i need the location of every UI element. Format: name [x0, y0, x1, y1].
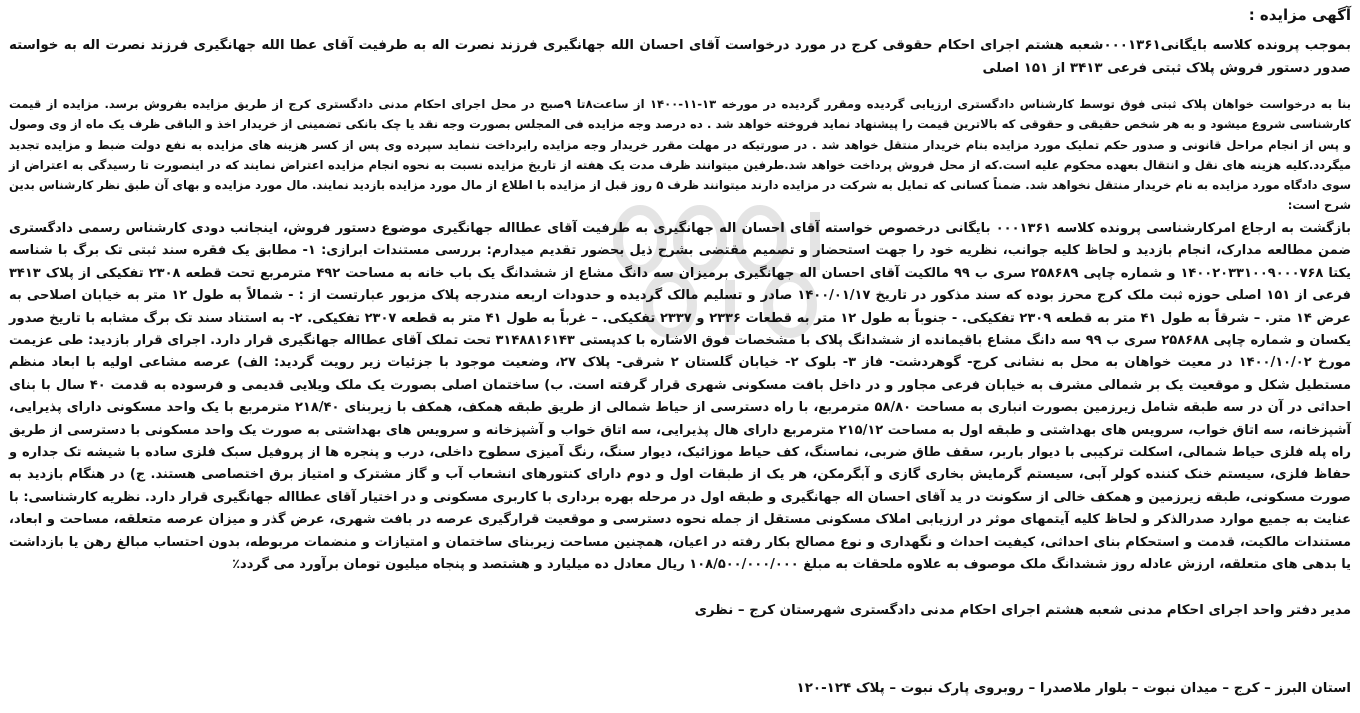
notice-intro-paragraph: بموجب پرونده کلاسه بایگانی۰۰۰۱۳۶۱شعبه هشتم اجرای احکام حقوقی کرج در مورد درخواست آقای احسان الله جهانگیری فرزند نصرت اله به طرفیت آقای عطا الله جهانگیری فرزند نصرت اله به خواسته صدور دستور فروش پلاک ثبتی فرعی ۳۴۱۳ از ۱۵۱ اصلی [9, 38, 1351, 76]
expert-report-paragraph: بازگشت به ارجاع امرکارشناسی پرونده کلاسه ۰۰۰۱۳۶۱ بایگانی درخصوص خواسته آقای احسان اله جهانگیری به طرفیت آقای عطااله جهانگیری موضوع دستور فروش، اینجانب دودی کارشناس رسمی دادگستری ضمن مطالعه مدارک، انجام بازدید و لحاظ کلیه جوانب، نظریه خود را جهت استحضار و تصمیم مقتضی بشرح ذیل بحضور تقدیم میدارم: بررسی مستندات ابرازی: ۱- مطابق یک فقره سند ثبتی تک برگ با شناسه یکتا ۱۴۰۰۲۰۳۳۱۰۰۹۰۰۰۷۶۸ و شماره چاپی ۲۵۸۶۸۹ سری ب ۹۹ مالکیت آقای احسان اله جهانگیری برمیزان سه دانگ مشاع از ششدانگ یک باب خانه به مساحت ۴۹۲ مترمربع تحت قطعه ۲۳۰۸ تفکیکی از پلاک ۳۴۱۳ فرعی از ۱۵۱ اصلی حوزه ثبت ملک کرج محرز بوده که سند مذکور در تاریخ ۱۴۰۰/۰۱/۱۷ صادر و تسلیم مالک گردیده و حدودات اربعه مندرجه پلاک مزبور عبارتست از : - شمالاً به طول ۱۲ متر به خیابان اصلاحی به عرض ۱۴ متر. – شرقاً به طول ۴۱ متر به قطعه ۲۳۰۹ تفکیکی. - جنوباً به طول ۱۲ متر به قطعات ۲۳۳۶ و ۲۳۳۷ تفکیکی. – غرباً به طول ۴۱ متر به قطعه ۲۳۰۷ تفکیکی. ۲- به استناد سند تک برگ مشابه با تاریخ صدور یکسان و شماره چاپی ۲۵۸۶۸۸ سری ب ۹۹ سه دانگ مشاع باقیمانده از ششدانگ پلاک با مشخصات فوق الاشاره با کدپستی ۳۱۴۸۸۱۶۱۴۳ تحت تملک آقای عطااله جهانگیری قرار دارد. اجرای قرار بازدید: طی عزیمت مورخ ۱۴۰۰/۱۰/۰۲ در معیت خواهان به محل به نشانی کرج- گوهردشت- فاز ۳- بلوک ۲- خیابان گلستان ۲ شرقی- پلاک ۲۷، وضعیت موجود با جزئیات زیر رویت گردید: الف) عرصه مشاعی اولیه با ابعاد منظم مستطیل شکل و موقعیت یک بر شمالی مشرف به خیابان فرعی مجاور و در داخل بافت مسکونی شهری قرار گرفته است. ب) ساختمان اصلی بصورت یک ملک ویلایی قدیمی و فرسوده به قدمت ۴۰ سال با بنای احداثی در آن در سه طبقه شامل زیرزمین بصورت انباری به مساحت ۵۸/۸۰ مترمربع، با راه دسترسی از حیاط شمالی از طریق طبقه همکف، همکف با زیربنای ۲۱۸/۴۰ مترمربع با یک واحد مسکونی دارای پذیرایی، آشپزخانه، سه اتاق خواب، سرویس های بهداشتی و طبقه اول به مساحت ۲۱۵/۱۲ مترمربع دارای هال پذیرایی، سه اتاق خواب و آشپزخانه و سرویس های بهداشتی به صورت یک واحد مسکونی با دسترسی از طریق راه پله فلزی حیاط شمالی، اسکلت ترکیبی با دیوار باربر، سقف طاق ضربی، نماسنگ، کف حیاط موزائیک، دیوار سنگ، رنگ آمیزی سطوح داخلی، درب و پنجره ها از پروفیل سبک فلزی ساده با شیشه تک جداره و حفاظ فلزی، سیستم خنک کننده کولر آبی، سیستم گرمایش بخاری گازی و آبگرمکن، هر یک از طبقات اول و دوم دارای کنتورهای انشعاب آب و گاز مشترک و امتیاز برق اختصاصی هستند. ج) در هنگام بازدید به صورت مسکونی، طبقه زیرزمین و همکف خالی از سکونت در ید آقای احسان اله جهانگیری و طبقه اول در مرحله بهره برداری با کاربری مسکونی و در اختیار آقای عطااله جهانگیری قرار دارد. نظریه کارشناسی: با عنایت به جمیع موارد صدرالذکر و لحاظ کلیه آیتمهای موثر در ارزیابی املاک مسکونی مستقل از جمله نحوه دسترسی و موقعیت قرارگیری عرصه در بافت شهری، عرض گذر و میزان عرصه متعلقه، مساحت و ابعاد، مستندات مالکیت، قدمت و استحکام بنای احداثی، کیفیت احداث و نگهداری و نوع مصالح بکار رفته در اعیان، همچنین مساحت زیربنای ساختمان و امتیازات و منضمات مربوطه، بدون احتساب مبالغ رهن یا بازداشت یا بدهی های متعلقه، ارزش عادله روز ششدانگ ملک موصوف به علاوه ملحقات به مبلغ ۱۰۸/۵۰۰/۰۰۰/۰۰۰ ریال معادل ده میلیارد و هشتصد و پنجاه میلیون تومان برآورد می گردد٪ [9, 221, 1352, 573]
signature-line: مدیر دفتر واحد اجرای احکام مدنی شعبه هشتم اجرای احکام مدنی دادگستری شهرستان کرج – نظری [694, 603, 1351, 618]
auction-terms-paragraph: بنا به درخواست خواهان پلاک ثبتی فوق توسط کارشناس دادگستری ارزیابی گردیده ومقرر گردیده در مورخه ۱۳-۱۱-۱۴۰۰ از ساعت۸تا ۹صبح در محل اجرای احکام مدنی دادگستری کرج از طریق مزایده بفروش برسد. مزایده از قیمت کارشناسی شروع میشود و به هر شخص حقیقی و حقوقی که بالاترین قیمت را پیشنهاد نماید فروخته خواهد شد . ده درصد وجه مزایده فی المجلس بصورت وجه نقد یا چک بانکی تضمینی از خریدار اخذ و الباقی ظرف یک ماه از وی وصول و پس از انجام مراحل قانونی و صدور حکم تملیک مورد مزایده بنام خریدار منتقل خواهد شد . در صورتیکه در مهلت مقرر خریدار وجه مزایده رابرداخت ننماید سپرده وی پس از کسر هزینه های مزایده به نفع دولت ضبط و مزایده تجدید میگردد.کلیه هزینه های نقل و انتقال بعهده محکوم علیه است.که از محل فروش پرداخت خواهد شد.طرفین میتوانند ظرف مدت یک هفته از تاریخ مزایده نسبت به نحوه انجام مزایده اعتراض نمایند که در اینصورت تا رسیدگی به اعتراض از سوی دادگاه مورد مزایده به نام خریدار منتقل نخواهد شد. ضمناً کسانی که تمایل به شرکت در مزایده دارند میتوانند ظرف ۵ روز قبل از مزایده با اطلاع از مال مورد مزایده بازدید نمایند. مال مورد مزایده و بهای آن طبق نظر کارشناس بدین شرح است: [9, 97, 1352, 213]
notice-title: آگهی مزایده : [1248, 6, 1351, 24]
office-address: استان البرز – کرج – میدان نبوت – بلوار ملاصدرا – روبروی پارک نبوت – پلاک ۱۲۴-۱۲۰ [796, 681, 1351, 696]
